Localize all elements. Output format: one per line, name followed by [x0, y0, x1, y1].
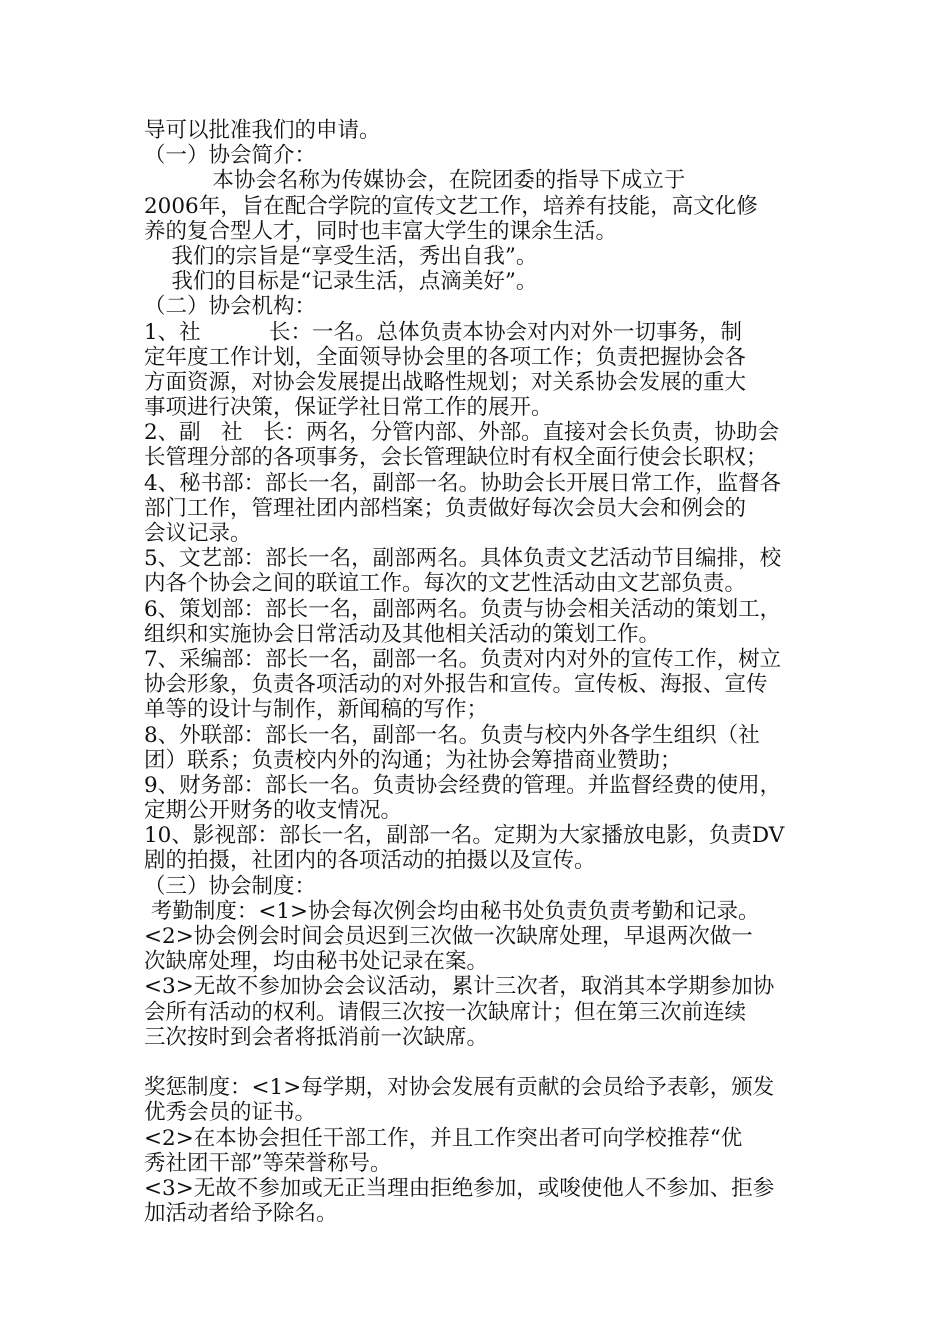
text-line: 次缺席处理，均由秘书处记录在案。 [144, 949, 489, 975]
text-line: <2>协会例会时间会员迟到三次做一次缺席处理，早退两次做一 [144, 924, 753, 949]
text-line: 养的复合型人才，同时也丰富大学生的课余生活。 [144, 218, 618, 244]
text-line: 内各个协会之间的联谊工作。每次的文艺性活动由文艺部负责。 [144, 571, 747, 597]
text-line: 导可以批准我们的申请。 [144, 118, 381, 143]
text-line: 我们的目标是“记录生活，点滴美好”。 [144, 269, 538, 295]
text-line: 定年度工作计划，全面领导协会里的各项工作；负责把握协会各 [144, 344, 747, 370]
text-line: 会所有活动的权利。请假三次按一次缺席计；但在第三次前连续 [144, 999, 747, 1025]
text-line: 4、秘书部：部长一名，副部一名。协助会长开展日常工作，监督各 [144, 470, 782, 496]
text-line: 加活动者给予除名。 [144, 1201, 338, 1227]
text-line: 2006年，旨在配合学院的宣传文艺工作，培养有技能，高文化修 [144, 193, 758, 219]
text-line: 9、财务部：部长一名。负责协会经费的管理。并监督经费的使用， [144, 772, 782, 798]
text-line: 秀社团干部”等荣誉称号。 [144, 1150, 392, 1176]
text-line: 剧的拍摄，社团内的各项活动的拍摄以及宣传。 [144, 848, 596, 874]
text-line: 三次按时到会者将抵消前一次缺席。 [144, 1024, 489, 1050]
text-line: 组织和实施协会日常活动及其他相关活动的策划工作。 [144, 621, 661, 647]
text-line: 5、文艺部：部长一名，副部两名。具体负责文艺活动节目编排，校 [144, 546, 782, 572]
text-line: <3>无故不参加协会会议活动，累计三次者，取消其本学期参加协 [144, 974, 775, 1000]
section-heading-intro: （一）协会简介： [144, 143, 317, 169]
section-heading-structure: （二）协会机构： [144, 294, 317, 320]
text-line: 部门工作，管理社团内部档案；负责做好每次会员大会和例会的 [144, 495, 747, 521]
text-line: <2>在本协会担任干部工作，并且工作突出者可向学校推荐“优 [144, 1125, 743, 1151]
blank-line [144, 1050, 824, 1075]
text-line: 我们的宗旨是“享受生活，秀出自我”。 [144, 243, 538, 269]
text-line: 6、策划部：部长一名，副部两名。负责与协会相关活动的策划工， [144, 596, 782, 622]
text-line: 方面资源，对协会发展提出战略性规划；对关系协会发展的重大 [144, 369, 747, 395]
text-line: 会议记录。 [144, 521, 252, 546]
text-line: 2、副 社 长：两名，分管内部、外部。直接对会长负责，协助会 [144, 420, 780, 446]
section-heading-rules: （三）协会制度： [144, 873, 317, 899]
text-line: 考勤制度：<1>协会每次例会均由秘书处负责负责考勤和记录。 [144, 898, 760, 924]
text-line: 事项进行决策，保证学社日常工作的展开。 [144, 395, 553, 421]
text-line: 协会形象，负责各项活动的对外报告和宣传。宣传板、海报、宣传 [144, 672, 768, 698]
document-body [144, 118, 824, 1226]
text-line: 本协会名称为传媒协会，在院团委的指导下成立于 [144, 168, 686, 194]
text-line: <3>无故不参加或无正当理由拒绝参加，或唆使他人不参加、拒参 [144, 1175, 775, 1201]
text-line: 单等的设计与制作，新闻稿的写作； [144, 697, 489, 723]
text-line: 定期公开财务的收支情况。 [144, 798, 403, 824]
text-line: 优秀会员的证书。 [144, 1100, 317, 1126]
text-line: 长管理分部的各项事务，会长管理缺位时有权全面行使会长职权； [144, 445, 768, 471]
text-line: 1、社 长：一名。总体负责本协会对内对外一切事务，制 [144, 319, 743, 345]
text-line: 7、采编部：部长一名，副部一名。负责对内对外的宣传工作，树立 [144, 646, 782, 672]
text-line: 奖惩制度：<1>每学期，对协会发展有贡献的会员给予表彰，颁发 [144, 1075, 775, 1101]
text-line: 8、外联部：部长一名，副部一名。负责与校内外各学生组织（社 [144, 722, 760, 748]
text-line: 团）联系；负责校内外的沟通；为社协会筹措商业赞助； [144, 747, 682, 773]
text-line: 10、影视部：部长一名，副部一名。定期为大家播放电影，负责DV [144, 823, 785, 849]
